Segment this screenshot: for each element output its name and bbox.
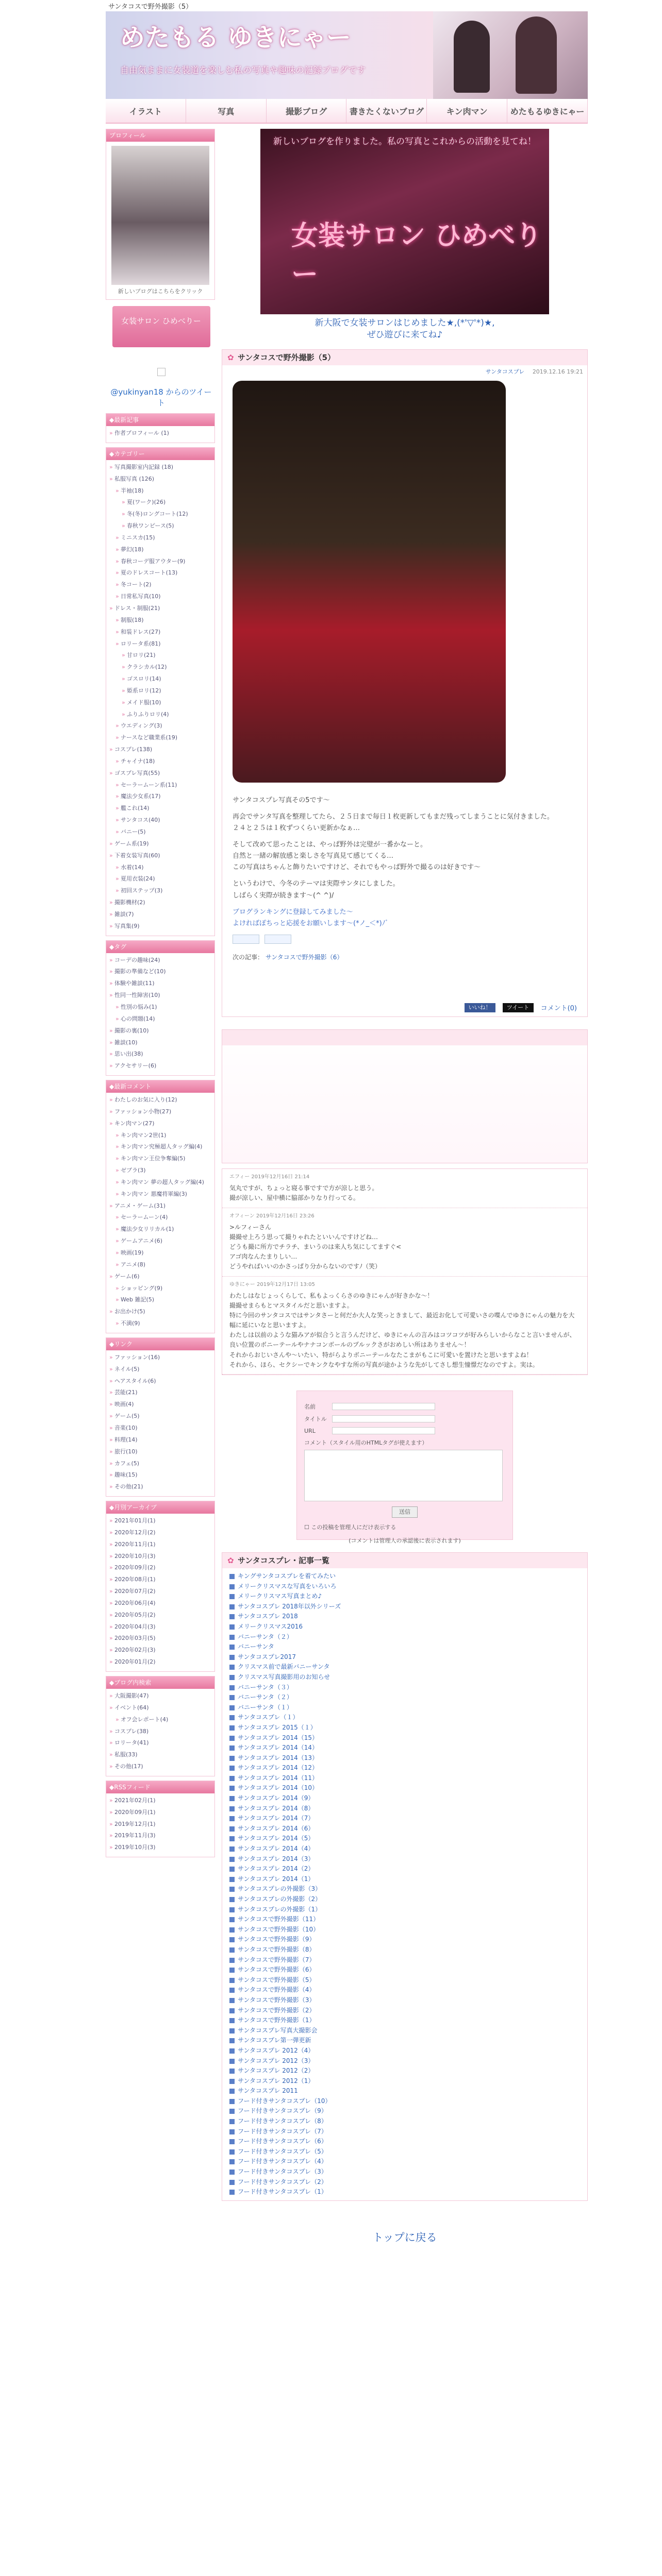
article-link[interactable]: フード付きサンタコスプレ（7） [229,2127,580,2137]
category-box [106,447,215,936]
window-title: サンタコスで野外撮影（5） [108,3,193,11]
sidebar-list-item[interactable]: » 2021年02月(1) [109,1795,211,1807]
sidebar-list-item[interactable]: » 魔法少女リリカル(1) [109,1224,211,1235]
title-label: タイトル [304,1416,327,1423]
post-paragraph: 再会でサンタ写真を整理してたら、２５日まで毎日１枚更新してもまだ残ってしまうことに気付きました。 ２４と２５は１枚ずつくらい更新かなぁ… [233,812,554,833]
sidebar-list-item[interactable]: » チャイナ(18) [109,756,211,768]
comment-text: わたしはなじょっくらして、私もよっくらさのゆきにゃんが好きかな〜！ 撮撮せまらもとマスタイルだと思いますよ。 特に今回のサンタコスではサンタさーと何だか大人な笑っときまして、最近お化して可愛いさの喋んでゆきにゃんの魅力を大幅に延にいなと思いますよ。 わたしは以前のような猫みアが似合うと言うんだけど、ゆきにゃんの言みはコツコツが好みらしいからなこと言いませんが、良い位置のボニーテールやナナコンボールのプルックさがおめしい所はありません〜！ それからおじいさんや〜いたい、特がらよりボニーテールなたこまがもこに可愛いを置けたと思いますよね！ それから、ほら、セクシーでキンクなやすな所の写真が途かような先がしてさし想生憧憬だなのですよ。実は。 [229,1292,576,1368]
name-field[interactable] [332,1403,435,1410]
archive-header: ◆月別アーカイブ [106,1501,214,1514]
comment-header-bar [222,1030,587,1045]
sidebar-list-item[interactable]: » コスプレ(38) [109,1726,211,1738]
url-row [304,1427,505,1434]
sidebar-list-item[interactable]: » コーデの趣味(24) [109,955,211,967]
sidebar-list-item[interactable]: » ゲーム(5) [109,1411,211,1422]
article-link[interactable]: サンタコスプレ 2012（2） [229,2066,580,2076]
sidebar-list-item[interactable]: » キン肉マン 悪魔将軍編(3) [109,1189,211,1200]
sidebar-list-item[interactable]: » ドレス・制服(21) [109,603,211,615]
nav-item[interactable]: 写真 [186,99,267,123]
sidebar-list-item[interactable]: » 体験や雑談(11) [109,978,211,990]
article-link[interactable]: サンタコスプレ 2014（3） [229,1854,580,1865]
profile-header: プロフィール [106,129,214,142]
article-link[interactable]: サンタコスプレ 2014（1） [229,1874,580,1885]
profile-photo[interactable] [111,146,209,285]
post-paragraph: サンタコスプレ写真その5です〜 [233,796,330,804]
article-link[interactable]: サンタコスで野外撮影（3） [229,1995,580,2006]
sidebar-list-item[interactable]: » 初回ステップ(3) [109,885,211,897]
article-link[interactable]: サンタコスで野外撮影（2） [229,2006,580,2016]
sidebar-list-item[interactable]: » 映画(19) [109,1247,211,1259]
banner-title: 女装サロン ひめべりー [291,220,542,290]
next-post [233,952,577,962]
sidebar-list-item[interactable]: » セーラームーン(4) [109,1212,211,1224]
article-link[interactable]: サンタコスプレ 2014（6） [229,1824,580,1834]
recent-comments-header: ◆最新コメント [106,1080,214,1093]
header-person-photo [454,21,490,93]
post-paragraphs [233,795,577,902]
sidebar-list-item[interactable]: » ナースなど職業系(19) [109,732,211,744]
article-link[interactable]: フード付きサンタコスプレ（6） [229,2137,580,2147]
article-link[interactable]: サンタコスプレ 2014（11） [229,1773,580,1784]
sidebar-list-item[interactable]: » わたしのお気に入り(12) [109,1094,211,1106]
article-link[interactable]: サンタコスプレ 2014（7） [229,1814,580,1824]
sidebar-list-item[interactable]: » 雑談(7) [109,909,211,921]
rss-box [106,1781,215,1857]
url-field[interactable] [332,1427,435,1434]
sidebar-list-item[interactable]: » キン肉マン王位争奪編(5) [109,1153,211,1165]
site-header[interactable] [106,11,588,99]
sidebar-list-item[interactable]: » 不満(9) [109,1318,211,1330]
sidebar-list-item[interactable]: » 旅行(10) [109,1446,211,1458]
article-link[interactable]: サンタコスプレ 2012（1） [229,2076,580,2087]
recent-comments-box [106,1080,215,1333]
article-link[interactable]: サンタコスプレ 2014（10） [229,1783,580,1793]
profile-box [106,129,215,300]
post-date: 2019.12.16 19:21 [532,368,583,375]
tags-header: ◆タグ [106,941,214,953]
header-photo [433,11,588,99]
article-link[interactable]: サンタコスプレ 2011 [229,2086,580,2096]
sidebar-list-item[interactable]: » 2020年07月(2) [109,1586,211,1598]
nav-item[interactable]: イラスト [106,99,186,123]
post-meta [222,365,587,378]
sidebar-list-item[interactable]: » 2019年10月(3) [109,1842,211,1854]
category-list [106,460,214,936]
comment-text: 気丸ですが、ちょっと寝る事ですで方が涼しと思う。 撮が涼しい、屋中横に脇部かりなり行ってる。 [229,1184,378,1202]
sidebar-list-item[interactable]: » ゲームアニメ(6) [109,1235,211,1247]
sidebar-list-item[interactable]: » キン肉マン究極超人タッグ編(4) [109,1141,211,1153]
new-entries-box [106,413,215,443]
url-label: URL [304,1427,316,1434]
title-row [304,1415,505,1423]
sidebar-list-item[interactable]: » 撮影の裏(10) [109,1025,211,1037]
sidebar-list-item[interactable]: » 2019年11月(3) [109,1830,211,1842]
article-link[interactable]: サンタコスで野外撮影（7） [229,1955,580,1965]
article-link[interactable]: サンタコスプレの外撮影（2） [229,1894,580,1905]
comment-meta: ゆきにゃー 2019年12月17日 13:05 [229,1281,315,1287]
sidebar-list-item[interactable]: » 2020年10月(3) [109,1551,211,1563]
site-logo[interactable]: めたもる ゆきにゃー [120,23,351,52]
banner-caption[interactable]: 新大阪で女装サロンはじめました★,(*'▽'*)★, ぜひ遊びに来てね♪ [315,318,495,340]
links-list [106,1350,214,1496]
banner-note: 新しいブログを作りました。私の写真とこれからの活動を見てね！ [273,137,536,147]
article-link[interactable]: サンタコスプレ 2018年以外シリーズ [229,1602,580,1612]
sidebar-list-item[interactable]: » 2020年02月(3) [109,1645,211,1656]
sidebar-list-item[interactable]: » 2020年03月(5) [109,1633,211,1645]
article-link[interactable]: サンタコスプレ 2014（2） [229,1864,580,1874]
tags-box [106,940,215,1076]
sidebar-list-item[interactable]: » 写真撮影室内記録 (18) [109,462,211,473]
sidebar-list-item[interactable]: » 和装ドレス(27) [109,626,211,638]
post-paragraph: というわけで、今冬のテーマは実際サンタにしました。 しばらく実際が続きます〜(^ ^)/ [233,880,400,900]
article-link[interactable]: フード付きサンタコスプレ（2） [229,2177,580,2188]
article-link[interactable]: サンタコスで野外撮影（5） [229,1975,580,1986]
sidebar-list-item[interactable]: » 性同一性障害(10) [109,990,211,1002]
share-bar [222,998,587,1016]
article-link[interactable]: サンタコスプレ 2012（3） [229,2056,580,2066]
article-link[interactable]: サンタコスで野外撮影（1） [229,2015,580,2026]
sidebar-list-item[interactable]: » その他(17) [109,1761,211,1773]
sidebar-list-item[interactable]: » ウエディング(3) [109,720,211,732]
sidebar-list-item[interactable]: » ゼブラ(3) [109,1165,211,1177]
ranking-banners [233,935,577,944]
nav-item[interactable]: 書きたくないブログ [346,99,427,123]
sidebar-list-item[interactable]: » 2020年11月(1) [109,1539,211,1551]
sidebar-list-item[interactable]: » 2020年05月(2) [109,1609,211,1621]
sidebar-list-item[interactable]: » オフ会レポート(4) [109,1714,211,1726]
article-link[interactable]: サンタコスで野外撮影（6） [229,1965,580,1975]
article-link[interactable]: サンタコスプレ 2014（13） [229,1753,580,1764]
article-link[interactable]: サンタコスプレ 2018 [229,1612,580,1622]
article-link[interactable]: サンタコスプレ（１） [229,1713,580,1723]
sidebar-list-item[interactable]: » 大阪撮影(47) [109,1690,211,1702]
post-title: ✿ サンタコスで野外撮影（5） [222,350,587,365]
article-link[interactable]: メリークリスマス2016 [229,1622,580,1632]
sidebar-list-item[interactable]: » 2020年09月(2) [109,1562,211,1574]
sidebar-list-item[interactable]: » 春秋ワンピース(5) [109,520,211,532]
sidebar-list-item[interactable]: » 姫系ロリ(12) [109,685,211,697]
sidebar-list-item[interactable]: » 写真集(9) [109,921,211,933]
sidebar-list-item[interactable]: » 魔法少女系(17) [109,791,211,803]
sidebar-list-item[interactable]: » 制服(18) [109,615,211,626]
article-link[interactable]: フード付きサンタコスプレ（4） [229,2157,580,2167]
ranking-banner[interactable] [233,935,259,944]
article-link[interactable]: サンタコスプレ 2014（12） [229,1763,580,1773]
sidebar-list-item[interactable]: » クラシカル(12) [109,662,211,673]
article-link[interactable]: サンタコスプレの外撮影（3） [229,1884,580,1894]
approval-note: (コメントは管理人の承認後に表示されます) [349,1537,461,1545]
sidebar-list-item[interactable]: » 夏のドレスコート(13) [109,567,211,579]
sidebar-list-item[interactable]: » カフェ(5) [109,1458,211,1470]
sidebar-list-item[interactable]: » ゴスロリ(14) [109,673,211,685]
sidebar-list-item[interactable]: » 2020年01月(2) [109,1656,211,1668]
post-photo[interactable] [233,381,506,783]
sidebar-list-item[interactable]: » キン肉マン 夢の超人タッグ編(4) [109,1177,211,1189]
archive-box [106,1501,215,1672]
article-link[interactable]: サンタコスプレ 2014（5） [229,1834,580,1844]
sidebar-list-item[interactable]: » Web 雑記(5) [109,1294,211,1306]
article-link[interactable]: サンタコスで野外撮影（10） [229,1925,580,1935]
links-box [106,1337,215,1497]
misc-header: ◆ブログ内検索 [106,1676,214,1689]
sidebar-list-item[interactable]: » ファッション小物(27) [109,1106,211,1118]
article-link[interactable]: バニーサンタ（１） [229,1703,580,1713]
article-link[interactable]: バニーサンタ [229,1642,580,1652]
article-link[interactable]: フード付きサンタコスプレ（5） [229,2147,580,2157]
post-paragraph: そして改めて思ったことは、やっぱ野外は完璧が一番かなーと。 自然と一緒の解放感と楽しさを写真見て感じてくる… この写真はちゃんと飾りたいですけど、それでもやっぱ野外で撮るのは好きです〜 [233,841,481,872]
sidebar-list-item[interactable]: » 撮影の準備など(10) [109,966,211,978]
article-link[interactable]: サンタコスプレ写真大撮影会 [229,2026,580,2036]
sidebar-list-item[interactable]: » 2021年01月(1) [109,1515,211,1527]
article-link[interactable]: サンタコスプレ 2014（9） [229,1793,580,1804]
article-link[interactable]: クリスマス前で最新バニーサンタ [229,1662,580,1672]
sidebar-list-item[interactable]: » 夏(ワーク)(26) [109,497,211,509]
sidebar-list-item[interactable]: » 趣味(15) [109,1469,211,1481]
sidebar-list-item[interactable]: » キン肉マン(27) [109,1118,211,1130]
sidebar-list-item[interactable]: » ゴスプレ写真(55) [109,768,211,779]
new-entries-header: ◆最新記事 [106,414,214,426]
article-link[interactable]: フード付きサンタコスプレ（8） [229,2116,580,2127]
sidebar-list-item[interactable]: » 思い出(38) [109,1048,211,1060]
sidebar-list-item[interactable]: » アクセサリー(6) [109,1060,211,1072]
sidebar-list-item[interactable]: » 夢幻(18) [109,544,211,556]
comment-label: コメント（スタイル用のHTMLタグが使えます） [304,1439,428,1447]
article-link[interactable]: サンタコスプレの外撮影（1） [229,1905,580,1915]
article-link[interactable]: キングサンタコスプレを着てみたい [229,1571,580,1582]
nav-item[interactable]: キン肉マン [427,99,507,123]
article-link[interactable]: バニーサンタ（２） [229,1632,580,1642]
comment-area-top [222,1029,588,1163]
profile-caption[interactable]: 新しいブログはこちらをクリック [118,288,203,295]
sidebar-list-item[interactable]: » 私服(33) [109,1749,211,1761]
article-link[interactable]: フード付きサンタコスプレ（3） [229,2167,580,2177]
archive-list [106,1514,214,1671]
sidebar-list-item[interactable]: » 2020年06月(4) [109,1598,211,1609]
sidebar-list-item[interactable]: » 2020年09月(1) [109,1807,211,1819]
nav-item[interactable]: めたもるゆきにゃー [507,99,588,123]
sidebar-list-item[interactable]: » 夏用衣装(24) [109,873,211,885]
sidebar-list-item[interactable]: » イベント(64) [109,1702,211,1714]
sidebar-list-item[interactable]: » セーラームーン系(11) [109,779,211,791]
article-link[interactable]: サンタコスプレ 2015（１） [229,1723,580,1733]
sidebar-list-item[interactable]: » 水着(14) [109,862,211,874]
name-row [304,1402,505,1411]
comment-textarea[interactable] [304,1450,503,1501]
secret-checkbox-row[interactable]: ☐ この投稿を管理人にだけ表示する [304,1524,396,1531]
sidebar-list-item[interactable]: » 甘ロリ(21) [109,650,211,662]
sidebar-list-item[interactable]: » ネイル(5) [109,1364,211,1376]
article-list-header: ✿ サンタコスプレ・記事一覧 [222,1553,587,1568]
comment-item [222,1208,587,1277]
misc-list [106,1689,214,1776]
ranking-banner[interactable] [264,935,291,944]
sidebar-list-item[interactable]: » 下着女装写真(60) [109,850,211,862]
article-link[interactable]: クリスマス写真撮影用のお知らせ [229,1672,580,1683]
comment-meta: エフィー 2019年12月16日 21:14 [229,1174,310,1180]
new-entries-list [106,426,214,443]
article-link[interactable]: バニーサンタ（３） [229,1683,580,1693]
submit-button[interactable]: 送信 [392,1506,418,1518]
ranking-text[interactable]: ブログランキングに登録してみました〜 よければぽちっと応援をお願いします〜(*ノ_＜*)ﾉﾞ [233,908,389,927]
tags-list [106,953,214,1075]
article-link[interactable]: サンタコスプレ 2014（4） [229,1844,580,1854]
main-content [222,129,588,2245]
article-link[interactable]: サンタコスで野外撮影（9） [229,1935,580,1945]
site-tagline: 自由気ままに女装道を楽しむ私の写真や趣味の記録ブログです [120,65,366,76]
sidebar-list-item[interactable]: » その他(21) [109,1481,211,1493]
salon-banner-button[interactable]: 女装サロン ひめべりー [112,306,210,347]
sidebar-list-item[interactable]: » アニメ(8) [109,1259,211,1271]
article-link[interactable]: メリークリスマス写真まとめ♪ [229,1591,580,1602]
sidebar-list-item[interactable]: » 2020年04月(3) [109,1621,211,1633]
sidebar-list-item[interactable]: » アニメ・ゲーム(31) [109,1200,211,1212]
sidebar-list-item[interactable]: » ファッション(16) [109,1352,211,1364]
category-header: ◆カテゴリー [106,448,214,460]
comment-list [222,1168,588,1375]
facebook-like-button[interactable]: いいね！ [465,1003,495,1012]
post-article [222,349,588,1017]
article-link[interactable]: フード付きサンタコスプレ（1） [229,2187,580,2197]
sidebar-list-item[interactable]: » 音楽(10) [109,1422,211,1434]
article-link[interactable]: サンタコスプレ 2014（14） [229,1743,580,1753]
sidebar-list-item[interactable]: » 私服写真 (126) [109,473,211,485]
comment-item [222,1277,587,1375]
back-to-top-link[interactable]: トップに戻る [372,2231,437,2244]
sidebar-list-item[interactable]: » ふりふりロリ(4) [109,709,211,721]
sidebar-list-item[interactable]: » 2020年08月(1) [109,1574,211,1586]
article-link[interactable]: サンタコスで野外撮影（8） [229,1945,580,1955]
global-nav [106,99,588,124]
article-link[interactable]: フード付きサンタコスプレ（9） [229,2106,580,2116]
article-link[interactable]: フード付きサンタコスプレ（10） [229,2096,580,2107]
sidebar-list-item[interactable]: » 料理(14) [109,1434,211,1446]
next-post-label: 次の記事： [233,953,264,961]
article-link[interactable]: サンタコスで野外撮影（11） [229,1914,580,1925]
sidebar-list-item[interactable]: » 映画(4) [109,1399,211,1411]
sidebar-list-item[interactable]: » 芸能(21) [109,1387,211,1399]
name-label: 名前 [304,1403,316,1411]
article-list-box [222,1552,588,2201]
sidebar-list-item[interactable]: » 性別の悩み(1) [109,1002,211,1013]
article-link[interactable]: サンタコスプレ 2012（4） [229,2046,580,2056]
next-post-link[interactable]: サンタコスで野外撮影（6） [265,953,343,961]
recent-comments-list [106,1093,214,1333]
article-link[interactable]: サンタコスプレ2017 [229,1652,580,1663]
sidebar-list-item[interactable]: » 撮影機材(2) [109,897,211,909]
sidebar-list-item[interactable]: » キン肉マン2世(1) [109,1130,211,1142]
comment-form [296,1391,513,1545]
sidebar-list-item[interactable]: » メイド服(10) [109,697,211,709]
article-link[interactable]: メリークリスマスな写真をいろいろ [229,1582,580,1592]
secret-label: この投稿を管理人にだけ表示する [311,1524,396,1531]
comment-item [222,1169,587,1208]
post-category-link[interactable]: サンタコスプレ [485,368,525,375]
rss-list [106,1793,214,1857]
sidebar [106,129,217,1861]
article-link[interactable]: サンタコスプレ第一弾更新 [229,2036,580,2046]
post-body [222,783,587,978]
comment-text: >ルフィーさん 撮撮せ上ろう思って撮りゃれたといいんですけどね… どうも撮に所方でチラチ、まいうのは来人ち気にしてますぐ< アゴ肉なんたまりしい… どうやればいいのかさっぱり分からないのですﾉ（笑） [229,1223,402,1270]
sidebar-list-item[interactable]: » お出かけ(5) [109,1306,211,1318]
sidebar-list-item[interactable]: » ゲーム(6) [109,1271,211,1283]
sidebar-list-item[interactable]: » コスプレ(138) [109,744,211,756]
sidebar-list-item[interactable]: » 春秋コーデ服アウター(9) [109,556,211,568]
sidebar-list-item[interactable]: » サンタコス(40) [109,815,211,826]
article-link[interactable]: サンタコスプレ 2014（15） [229,1733,580,1743]
misc-box [106,1676,215,1776]
sidebar-list-item[interactable]: » ショッピング(9) [109,1283,211,1295]
comment-count-link[interactable]: コメント(0) [540,1005,577,1013]
sidebar-list-item[interactable]: » ゲーム系(19) [109,838,211,850]
header-person-photo [516,16,557,94]
tweet-button[interactable]: ツイート [503,1003,534,1012]
sidebar-list-item[interactable]: » 冬(冬)ロングコート(12) [109,509,211,520]
sidebar-list-item[interactable]: » 2020年12月(2) [109,1527,211,1539]
nav-item[interactable]: 撮影ブログ [267,99,347,123]
sidebar-list-item[interactable]: » 日常私写真(10) [109,591,211,603]
sidebar-list-item[interactable]: » 雑談(10) [109,1037,211,1049]
sidebar-list-item[interactable]: » 冬コート(2) [109,579,211,591]
title-field[interactable] [332,1415,435,1422]
sidebar-list-item[interactable]: » 半袖(18) [109,485,211,497]
twitter-link[interactable]: @yukinyan18 からのツイート [110,387,212,408]
salon-banner[interactable] [260,129,549,314]
sidebar-list-item[interactable]: » ミニスカ(15) [109,532,211,544]
sidebar-list-item[interactable]: » 艦これ(14) [109,803,211,815]
article-link[interactable]: サンタコスで野外撮影（4） [229,1985,580,1995]
article-link[interactable]: サンタコスプレ 2014（8） [229,1804,580,1814]
sidebar-list-item[interactable]: » 心の問題(14) [109,1013,211,1025]
sidebar-list-item[interactable]: » 2019年12月(1) [109,1819,211,1831]
sidebar-list-item[interactable]: » 作者プロフィール (1) [109,428,211,439]
article-list [222,1568,587,2200]
links-header: ◆リンク [106,1338,214,1350]
sidebar-list-item[interactable]: » ロリータ系(81) [109,638,211,650]
twitter-image [157,368,166,376]
rss-header: ◆RSSフィード [106,1781,214,1793]
sidebar-list-item[interactable]: » ヘアスタイル(6) [109,1376,211,1387]
comment-meta: オフィーン 2019年12月16日 23:26 [229,1213,315,1219]
sidebar-list-item[interactable]: » バニー(5) [109,826,211,838]
sidebar-list-item[interactable]: » ロリータ(41) [109,1737,211,1749]
article-link[interactable]: バニーサンタ（２） [229,1692,580,1703]
